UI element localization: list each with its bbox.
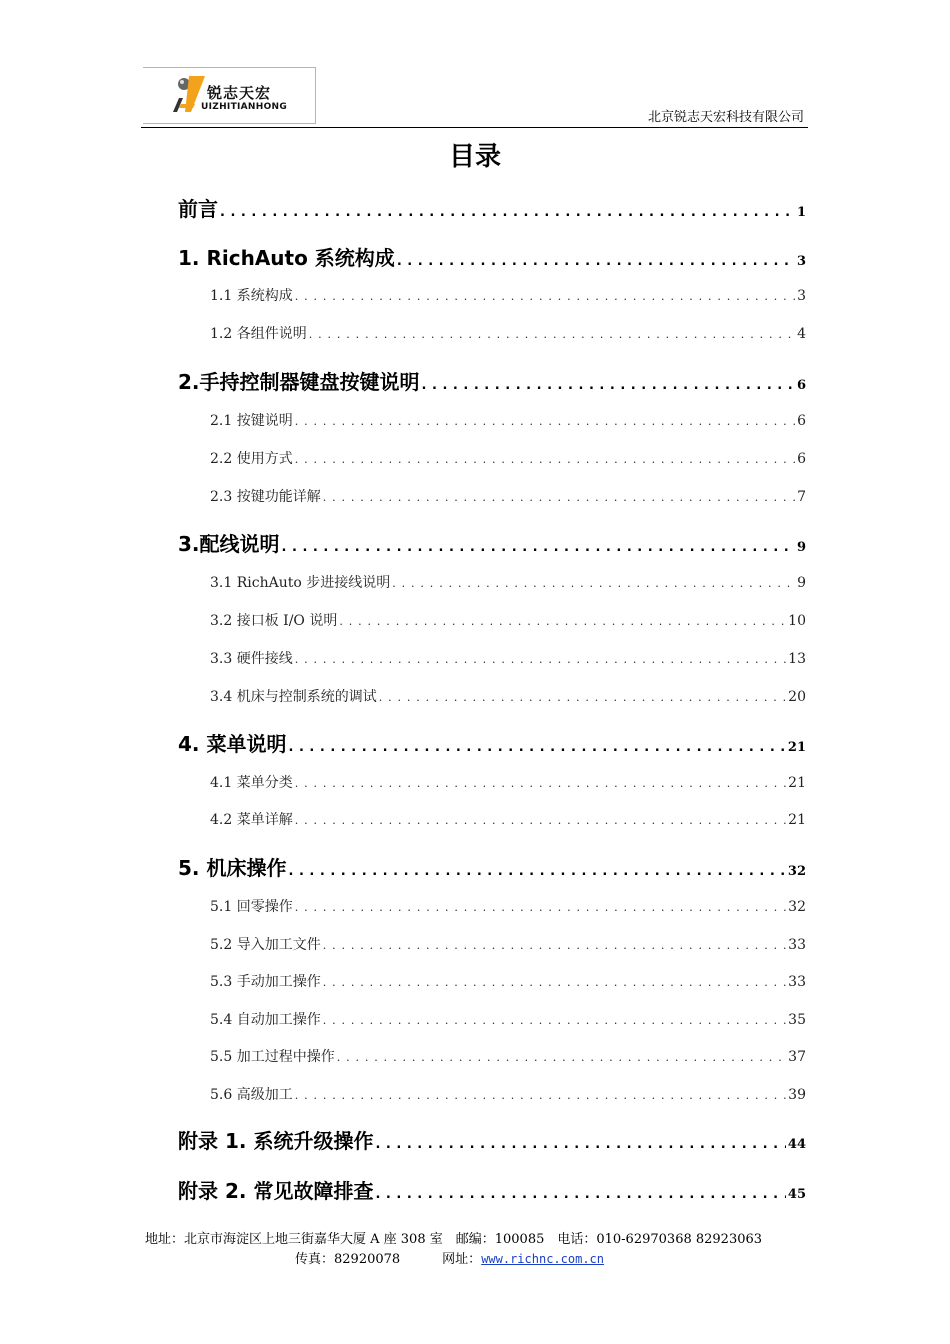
toc-entry-label: 2.手持控制器键盘按键说明 (178, 370, 420, 394)
toc-dot-leader (295, 415, 795, 428)
toc-section-entry[interactable] (210, 1009, 806, 1029)
toc-chapter-entry[interactable] (178, 1175, 806, 1204)
toc-dot-leader (392, 577, 795, 590)
footer-fax: 传真：82920078 (295, 1252, 401, 1267)
toc-entry-label: 3.1 RichAuto 步进接线说明 (210, 575, 391, 591)
toc-section-entry[interactable] (210, 610, 806, 630)
toc-section-entry[interactable] (210, 971, 806, 991)
toc-dot-leader (323, 491, 795, 504)
toc-entry-label: 1.2 各组件说明 (210, 326, 307, 342)
toc-entry-label: 4.2 菜单详解 (210, 812, 293, 828)
logo-chinese-name: 锐志天宏 (207, 84, 272, 102)
toc-page-number: 21 (788, 775, 806, 791)
toc-title: 目录 (448, 142, 501, 172)
toc-section-entry[interactable] (210, 648, 806, 668)
toc-section-entry[interactable] (210, 323, 806, 343)
toc-entry-label: 1.1 系统构成 (210, 288, 293, 304)
toc-dot-leader (422, 378, 795, 393)
toc-dot-leader (339, 615, 786, 628)
toc-entry-label: 4.1 菜单分类 (210, 775, 293, 791)
toc-entry-label: 5.5 加工过程中操作 (210, 1049, 335, 1065)
toc-entry-label: 5.4 自动加工操作 (210, 1012, 321, 1028)
toc-entry-label: 2.3 按键功能详解 (210, 489, 321, 505)
toc-dot-leader (295, 814, 786, 827)
toc-section-entry[interactable] (210, 896, 806, 916)
toc-page-number: 20 (788, 689, 806, 705)
toc-entry-label: 3.4 机床与控制系统的调试 (210, 689, 377, 705)
toc-section-entry[interactable] (210, 572, 806, 592)
toc-entry-label: 5.6 高级加工 (210, 1087, 293, 1103)
toc-page-number: 1 (796, 205, 806, 220)
toc-entry-label: 前言 (178, 197, 218, 221)
toc-dot-leader (295, 1089, 786, 1102)
toc-page-number: 21 (787, 740, 806, 755)
footer-website-link[interactable]: www.richnc.com.cn (481, 1252, 605, 1266)
toc-entry-label: 3.配线说明 (178, 532, 280, 556)
toc-entry-label: 2.2 使用方式 (210, 451, 293, 467)
toc-page-number: 32 (788, 899, 806, 915)
toc-section-entry[interactable] (210, 809, 806, 829)
toc-page-number: 9 (797, 575, 806, 591)
toc-chapter-entry[interactable] (178, 528, 806, 557)
toc-dot-leader (323, 1014, 786, 1027)
toc-page-number: 6 (797, 451, 806, 467)
toc-dot-leader (323, 976, 786, 989)
logo-english-name: UIZHITIANHONG (201, 102, 288, 112)
toc-dot-leader (375, 1187, 785, 1202)
footer-web-label: 网址： (442, 1252, 482, 1267)
toc-section-entry[interactable] (210, 1084, 806, 1104)
toc-entry-label: 1. RichAuto 系统构成 (178, 246, 395, 270)
toc-page-number: 13 (788, 651, 806, 667)
toc-entry-label: 3.2 接口板 I/O 说明 (210, 613, 338, 629)
toc-dot-leader (282, 540, 795, 555)
toc-entry-label: 5. 机床操作 (178, 856, 287, 880)
toc-dot-leader (379, 691, 786, 704)
toc-dot-leader (288, 740, 785, 755)
toc-dot-leader (295, 653, 786, 666)
toc-page-number: 33 (788, 937, 806, 953)
toc-entry-label: 2.1 按键说明 (210, 413, 293, 429)
company-name: 北京锐志天宏科技有限公司 (647, 110, 804, 125)
toc-dot-leader (295, 453, 795, 466)
toc-page-number: 37 (788, 1049, 806, 1065)
toc-page-number: 4 (797, 326, 806, 342)
toc-chapter-entry[interactable] (178, 193, 806, 222)
toc-page-number: 6 (797, 413, 806, 429)
toc-chapter-entry[interactable] (178, 1125, 806, 1154)
toc-page-number: 35 (788, 1012, 806, 1028)
footer-address: 地址：北京市海淀区上地三街嘉华大厦 A 座 308 室 邮编：100085 电话：010-62970368 82923063 (145, 1232, 763, 1247)
toc-chapter-entry[interactable] (178, 366, 806, 395)
toc-dot-leader (375, 1137, 785, 1152)
toc-page-number: 33 (788, 974, 806, 990)
toc-dot-leader (295, 901, 786, 914)
toc-chapter-entry[interactable] (178, 242, 806, 271)
toc-section-entry[interactable] (210, 410, 806, 430)
toc-dot-leader (309, 328, 795, 341)
toc-page-number: 3 (796, 254, 806, 269)
toc-page-number: 9 (796, 540, 806, 555)
toc-page-number: 44 (787, 1137, 806, 1152)
toc-dot-leader (295, 777, 786, 790)
toc-entry-label: 4. 菜单说明 (178, 732, 287, 756)
toc-entry-label: 3.3 硬件接线 (210, 651, 293, 667)
toc-chapter-entry[interactable] (178, 852, 806, 881)
toc-entry-label: 附录 1. 系统升级操作 (178, 1129, 374, 1153)
toc-section-entry[interactable] (210, 1046, 806, 1066)
toc-entry-label: 5.1 回零操作 (210, 899, 293, 915)
toc-dot-leader (288, 864, 785, 879)
toc-dot-leader (220, 205, 795, 220)
toc-dot-leader (295, 290, 795, 303)
toc-dot-leader (323, 939, 786, 952)
toc-chapter-entry[interactable] (178, 728, 806, 757)
toc-page-number: 45 (787, 1187, 806, 1202)
toc-section-entry[interactable] (210, 448, 806, 468)
toc-section-entry[interactable] (210, 285, 806, 305)
footer-contact (295, 1248, 604, 1267)
toc-page-number: 3 (797, 288, 806, 304)
toc-page-number: 39 (788, 1087, 806, 1103)
toc-dot-leader (397, 254, 795, 269)
toc-page-number: 21 (788, 812, 806, 828)
toc-section-entry[interactable] (210, 486, 806, 506)
toc-section-entry[interactable] (210, 686, 806, 706)
toc-dot-leader (337, 1051, 786, 1064)
toc-section-entry[interactable] (210, 772, 806, 792)
toc-entry-label: 附录 2. 常见故障排查 (178, 1179, 374, 1203)
toc-entry-label: 5.2 导入加工文件 (210, 937, 321, 953)
toc-entry-label: 5.3 手动加工操作 (210, 974, 321, 990)
toc-page-number: 7 (797, 489, 806, 505)
toc-page-number: 6 (796, 378, 806, 393)
toc-section-entry[interactable] (210, 934, 806, 954)
toc-page-number: 10 (788, 613, 806, 629)
toc-page-number: 32 (787, 864, 806, 879)
